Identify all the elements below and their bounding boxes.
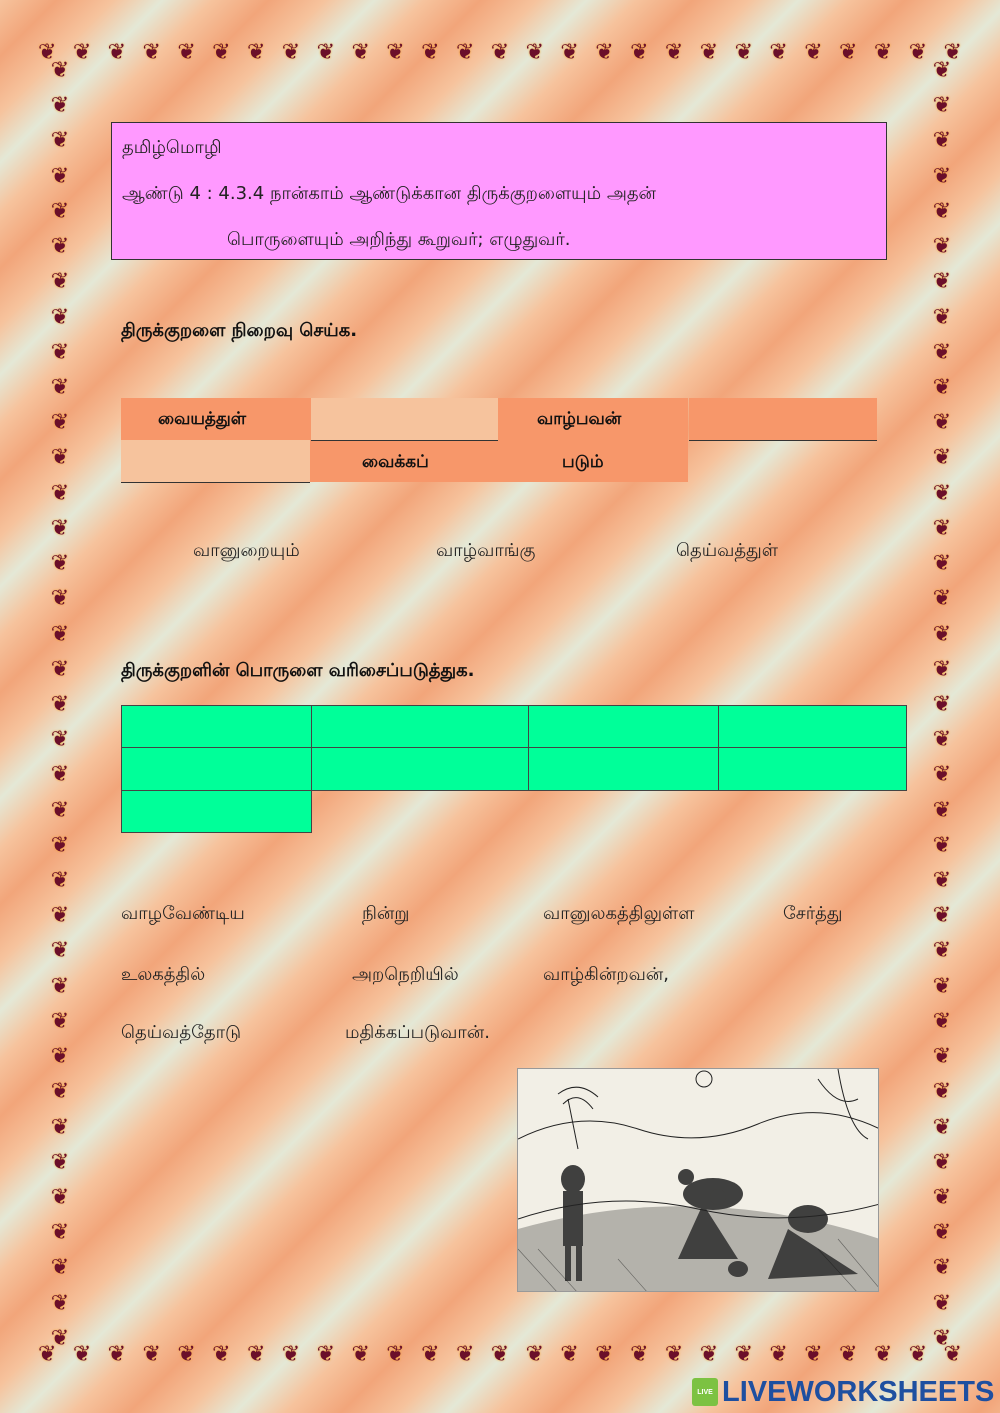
butterfly-icon: ❦ bbox=[932, 797, 952, 823]
butterfly-icon: ❦ bbox=[50, 691, 70, 717]
answer-cell[interactable] bbox=[528, 747, 719, 791]
butterfly-icon: ❦ bbox=[560, 40, 579, 65]
butterfly-icon: ❦ bbox=[932, 234, 952, 260]
butterfly-icon: ❦ bbox=[50, 621, 70, 647]
butterfly-icon: ❦ bbox=[932, 1149, 952, 1175]
butterfly-icon: ❦ bbox=[932, 339, 952, 365]
answer-cell[interactable] bbox=[121, 790, 312, 833]
butterfly-icon: ❦ bbox=[932, 93, 952, 119]
butterfly-icon: ❦ bbox=[50, 656, 70, 682]
choice-word[interactable]: வானுறையும் bbox=[193, 540, 300, 561]
butterfly-icon: ❦ bbox=[50, 480, 70, 506]
butterfly-icon: ❦ bbox=[908, 1342, 928, 1367]
butterfly-icon: ❦ bbox=[50, 445, 70, 471]
butterfly-border-left bbox=[40, 60, 80, 1350]
butterfly-icon: ❦ bbox=[699, 1342, 719, 1367]
answer-cell[interactable] bbox=[311, 705, 529, 748]
butterfly-icon: ❦ bbox=[630, 1342, 649, 1367]
objective-line-1: ஆண்டு 4 : 4.3.4 நான்காம் ஆண்டுக்கான திருக்குறளையும் அதன் bbox=[122, 183, 656, 204]
butterfly-icon: ❦ bbox=[386, 1342, 405, 1367]
butterfly-icon: ❦ bbox=[932, 938, 952, 964]
butterfly-icon: ❦ bbox=[246, 40, 266, 65]
butterfly-icon: ❦ bbox=[595, 1342, 614, 1367]
butterfly-icon: ❦ bbox=[932, 621, 952, 647]
butterfly-icon: ❦ bbox=[50, 410, 70, 436]
butterfly-icon: ❦ bbox=[50, 1290, 70, 1316]
liveworksheets-logo-icon: LIVE bbox=[692, 1378, 718, 1406]
butterfly-icon: ❦ bbox=[490, 40, 510, 65]
butterfly-icon: ❦ bbox=[50, 973, 70, 999]
butterfly-icon: ❦ bbox=[932, 374, 952, 400]
butterfly-icon: ❦ bbox=[316, 1342, 336, 1367]
butterfly-icon: ❦ bbox=[932, 691, 952, 717]
butterfly-icon: ❦ bbox=[525, 1342, 545, 1367]
butterfly-icon: ❦ bbox=[804, 1342, 823, 1367]
butterfly-icon: ❦ bbox=[107, 40, 127, 65]
butterfly-icon: ❦ bbox=[281, 40, 301, 65]
butterfly-icon: ❦ bbox=[50, 58, 70, 83]
butterfly-icon: ❦ bbox=[421, 40, 440, 65]
butterfly-icon: ❦ bbox=[873, 40, 893, 65]
meaning-word[interactable]: நின்று bbox=[362, 903, 410, 924]
butterfly-icon: ❦ bbox=[932, 1325, 952, 1351]
butterfly-icon: ❦ bbox=[351, 40, 370, 65]
kural-word: வையத்துள் bbox=[158, 409, 247, 429]
butterfly-icon: ❦ bbox=[932, 551, 952, 577]
kural-blank-2[interactable] bbox=[689, 398, 877, 441]
butterfly-icon: ❦ bbox=[316, 40, 336, 65]
butterfly-icon: ❦ bbox=[50, 515, 70, 541]
butterfly-icon: ❦ bbox=[246, 1342, 266, 1367]
butterfly-icon: ❦ bbox=[769, 1342, 788, 1367]
butterfly-icon: ❦ bbox=[50, 1044, 70, 1070]
butterfly-icon: ❦ bbox=[50, 727, 70, 753]
choice-word[interactable]: தெய்வத்துள் bbox=[676, 540, 778, 561]
butterfly-icon: ❦ bbox=[932, 445, 952, 471]
kural-blank-3[interactable] bbox=[121, 440, 310, 483]
butterfly-icon: ❦ bbox=[932, 1220, 952, 1246]
butterfly-icon: ❦ bbox=[932, 1079, 952, 1105]
butterfly-border-top bbox=[38, 38, 962, 68]
butterfly-icon: ❦ bbox=[664, 40, 684, 65]
butterfly-border-right bbox=[922, 60, 962, 1350]
butterfly-icon: ❦ bbox=[943, 1342, 962, 1367]
butterfly-icon: ❦ bbox=[932, 1114, 952, 1140]
butterfly-icon: ❦ bbox=[50, 304, 70, 330]
answer-cell[interactable] bbox=[718, 705, 907, 748]
butterfly-icon: ❦ bbox=[455, 1342, 475, 1367]
meaning-word[interactable]: மதிக்கப்படுவான். bbox=[345, 1022, 490, 1043]
butterfly-icon: ❦ bbox=[873, 1342, 893, 1367]
butterfly-icon: ❦ bbox=[932, 973, 952, 999]
butterfly-icon: ❦ bbox=[421, 1342, 440, 1367]
butterfly-icon: ❦ bbox=[107, 1342, 127, 1367]
butterfly-icon: ❦ bbox=[386, 40, 405, 65]
answer-cell[interactable] bbox=[121, 747, 312, 791]
butterfly-icon: ❦ bbox=[932, 586, 952, 612]
butterfly-icon: ❦ bbox=[932, 163, 952, 189]
butterfly-icon: ❦ bbox=[699, 40, 719, 65]
butterfly-icon: ❦ bbox=[50, 1185, 70, 1210]
butterfly-icon: ❦ bbox=[50, 903, 70, 929]
butterfly-icon: ❦ bbox=[490, 1342, 510, 1367]
meaning-word[interactable]: அறநெறியில் bbox=[352, 964, 459, 985]
butterfly-icon: ❦ bbox=[932, 58, 952, 83]
butterfly-icon: ❦ bbox=[50, 832, 70, 858]
butterfly-icon: ❦ bbox=[50, 1008, 70, 1034]
butterfly-icon: ❦ bbox=[839, 40, 858, 65]
butterfly-border-bottom bbox=[38, 1340, 962, 1370]
butterfly-icon: ❦ bbox=[50, 1079, 70, 1105]
butterfly-icon: ❦ bbox=[943, 40, 962, 65]
butterfly-icon: ❦ bbox=[50, 586, 70, 612]
butterfly-icon: ❦ bbox=[50, 1255, 70, 1281]
butterfly-icon: ❦ bbox=[932, 1185, 952, 1210]
butterfly-icon: ❦ bbox=[769, 40, 788, 65]
learning-objective-box bbox=[111, 122, 887, 260]
butterfly-icon: ❦ bbox=[38, 1342, 57, 1367]
meaning-word[interactable]: வானுலகத்திலுள்ள bbox=[543, 903, 695, 924]
butterfly-icon: ❦ bbox=[72, 40, 92, 65]
choice-word[interactable]: வாழ்வாங்கு bbox=[436, 540, 536, 561]
butterfly-icon: ❦ bbox=[281, 1342, 301, 1367]
butterfly-icon: ❦ bbox=[664, 1342, 684, 1367]
liveworksheets-logo[interactable] bbox=[692, 1374, 994, 1410]
butterfly-icon: ❦ bbox=[932, 515, 952, 541]
butterfly-icon: ❦ bbox=[630, 40, 649, 65]
section1-heading: திருக்குறளை நிறைவு செய்க. bbox=[121, 320, 358, 341]
subject-title: தமிழ்மொழி bbox=[122, 137, 222, 158]
butterfly-icon: ❦ bbox=[932, 304, 952, 330]
butterfly-icon: ❦ bbox=[932, 903, 952, 929]
butterfly-icon: ❦ bbox=[734, 40, 753, 65]
butterfly-icon: ❦ bbox=[50, 551, 70, 577]
butterfly-icon: ❦ bbox=[908, 40, 928, 65]
butterfly-icon: ❦ bbox=[932, 198, 952, 224]
butterfly-icon: ❦ bbox=[50, 1220, 70, 1246]
objective-line-2: பொருளையும் அறிந்து கூறுவர்; எழுதுவர். bbox=[227, 229, 571, 250]
liveworksheets-logo-text: LIVEWORKSHEETS bbox=[722, 1375, 995, 1408]
kural-word: வாழ்பவன் bbox=[537, 409, 622, 429]
kural-word: வைக்கப் bbox=[362, 452, 429, 472]
butterfly-icon: ❦ bbox=[932, 762, 952, 788]
butterfly-icon: ❦ bbox=[142, 1342, 161, 1367]
butterfly-icon: ❦ bbox=[932, 832, 952, 858]
butterfly-icon: ❦ bbox=[50, 339, 70, 365]
section2-heading: திருக்குறளின் பொருளை வரிசைப்படுத்துக. bbox=[121, 660, 475, 681]
butterfly-icon: ❦ bbox=[50, 234, 70, 260]
answer-cell[interactable] bbox=[121, 705, 312, 748]
butterfly-icon: ❦ bbox=[932, 868, 952, 894]
butterfly-icon: ❦ bbox=[932, 1290, 952, 1316]
butterfly-icon: ❦ bbox=[50, 762, 70, 788]
meaning-word[interactable]: வாழவேண்டிய bbox=[121, 903, 245, 924]
butterfly-icon: ❦ bbox=[525, 40, 545, 65]
kural-blank-1[interactable] bbox=[311, 398, 498, 441]
answer-cell[interactable] bbox=[311, 747, 529, 791]
butterfly-icon: ❦ bbox=[839, 1342, 858, 1367]
butterfly-icon: ❦ bbox=[455, 40, 475, 65]
butterfly-icon: ❦ bbox=[142, 40, 161, 65]
butterfly-icon: ❦ bbox=[932, 128, 952, 154]
butterfly-icon: ❦ bbox=[932, 1008, 952, 1034]
butterfly-icon: ❦ bbox=[212, 40, 231, 65]
meaning-word[interactable]: சேர்த்து bbox=[783, 903, 843, 924]
butterfly-icon: ❦ bbox=[38, 40, 57, 65]
butterfly-icon: ❦ bbox=[50, 797, 70, 823]
butterfly-icon: ❦ bbox=[932, 269, 952, 295]
meaning-word[interactable]: தெய்வத்தோடு bbox=[121, 1022, 242, 1043]
butterfly-icon: ❦ bbox=[351, 1342, 370, 1367]
butterfly-icon: ❦ bbox=[50, 938, 70, 964]
butterfly-icon: ❦ bbox=[932, 727, 952, 753]
meaning-word[interactable]: உலகத்தில் bbox=[121, 964, 206, 985]
butterfly-icon: ❦ bbox=[932, 410, 952, 436]
answer-cell[interactable] bbox=[528, 705, 719, 748]
answer-cell[interactable] bbox=[718, 747, 907, 791]
butterfly-icon: ❦ bbox=[212, 1342, 231, 1367]
butterfly-icon: ❦ bbox=[932, 656, 952, 682]
butterfly-icon: ❦ bbox=[50, 374, 70, 400]
meaning-word[interactable]: வாழ்கின்றவன், bbox=[543, 964, 669, 985]
butterfly-icon: ❦ bbox=[804, 40, 823, 65]
butterfly-icon: ❦ bbox=[50, 93, 70, 119]
kural-word: படும் bbox=[562, 452, 604, 472]
butterfly-icon: ❦ bbox=[734, 1342, 753, 1367]
butterfly-icon: ❦ bbox=[50, 198, 70, 224]
butterfly-icon: ❦ bbox=[932, 1255, 952, 1281]
butterfly-icon: ❦ bbox=[72, 1342, 92, 1367]
village-sketch-illustration bbox=[517, 1068, 879, 1292]
butterfly-icon: ❦ bbox=[50, 269, 70, 295]
butterfly-icon: ❦ bbox=[560, 1342, 579, 1367]
butterfly-icon: ❦ bbox=[595, 40, 614, 65]
butterfly-icon: ❦ bbox=[932, 480, 952, 506]
butterfly-icon: ❦ bbox=[50, 1114, 70, 1140]
butterfly-icon: ❦ bbox=[50, 868, 70, 894]
butterfly-icon: ❦ bbox=[50, 1325, 70, 1351]
butterfly-icon: ❦ bbox=[177, 1342, 196, 1367]
butterfly-icon: ❦ bbox=[932, 1044, 952, 1070]
butterfly-icon: ❦ bbox=[177, 40, 196, 65]
butterfly-icon: ❦ bbox=[50, 163, 70, 189]
butterfly-icon: ❦ bbox=[50, 1149, 70, 1175]
butterfly-icon: ❦ bbox=[50, 128, 70, 154]
